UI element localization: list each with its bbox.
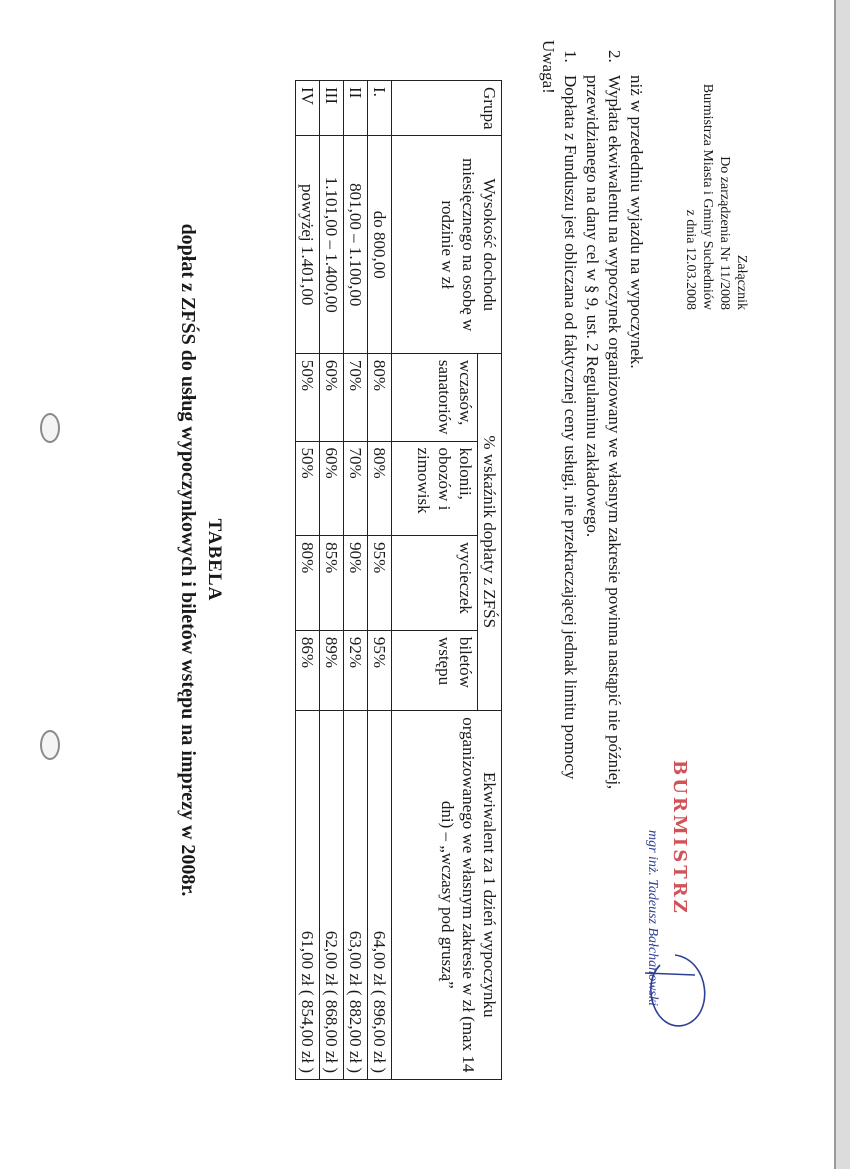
cell-grupa: II bbox=[344, 81, 368, 136]
note-2-num: 2. bbox=[605, 50, 624, 63]
cell-grupa: III bbox=[320, 81, 344, 136]
document-title: TABELA bbox=[204, 518, 225, 602]
cell-income: 801,00 – 1.100,00 bbox=[344, 136, 368, 353]
cell-biletow: 95% bbox=[368, 630, 392, 710]
header-wycieczek: wycieczek bbox=[392, 536, 478, 631]
document-subtitle: dopłat z ZFŚS do usług wypoczynkowych i biletów wstępu na imprezy w 2008r. bbox=[177, 223, 199, 897]
cell-kolonii: 60% bbox=[320, 441, 344, 536]
cell-wczasow: 70% bbox=[344, 353, 368, 441]
notes-heading-text: Uwaga! bbox=[539, 40, 558, 94]
cell-equivalent: 64,00 zł ( 896,00 zł ) bbox=[368, 710, 392, 1079]
annex-line: Załącznik bbox=[734, 254, 749, 310]
cell-biletow: 92% bbox=[344, 630, 368, 710]
cell-grupa: I. bbox=[368, 81, 392, 136]
cell-equivalent: 61,00 zł ( 854,00 zł ) bbox=[296, 710, 320, 1079]
punch-hole-bottom bbox=[40, 730, 60, 760]
header-income: Wysokość dochodu miesięcznego na osobę w rodzinie w zł bbox=[392, 136, 502, 353]
annex-line: Do zarządzenia Nr 11/2008 bbox=[717, 156, 732, 310]
cell-biletow: 89% bbox=[320, 630, 344, 710]
header-percent: % wskaźnik dopłaty z ZFŚS bbox=[478, 353, 502, 710]
cell-wczasow: 80% bbox=[368, 353, 392, 441]
header-equivalent: Ekwiwalent za 1 dzień wypoczynku organizowanego we własnym zakresie w zł (max 14 dni) – „wczasy pod gruszą” bbox=[392, 710, 502, 1079]
cell-income: do 800,00 bbox=[368, 136, 392, 353]
cell-income: 1.101,00 – 1.400,00 bbox=[320, 136, 344, 353]
cell-grupa: IV bbox=[296, 81, 320, 136]
note-1-line-2-text: przewidzianego na dany cel w § 9, ust. 2 Regulaminu zakładowego. bbox=[583, 75, 602, 538]
cell-kolonii: 70% bbox=[344, 441, 368, 536]
note-1-line-1-text: Dopłata z Funduszu jest obliczana od faktycznej ceny usługi, nie przekraczającej jednak limitu pomocy bbox=[561, 75, 580, 780]
cell-wycieczek: 85% bbox=[320, 536, 344, 631]
cell-kolonii: 50% bbox=[296, 441, 320, 536]
notes-text bbox=[355, 40, 655, 1120]
cell-wycieczek: 95% bbox=[368, 536, 392, 631]
cell-income: powyżej 1.401,00 bbox=[296, 136, 320, 353]
cell-wycieczek: 90% bbox=[344, 536, 368, 631]
cell-wczasow: 50% bbox=[296, 353, 320, 441]
annex-line: Burmistrza Miasta i Gminy Suchedniów bbox=[700, 83, 715, 310]
cell-equivalent: 63,00 zł ( 882,00 zł ) bbox=[344, 710, 368, 1079]
stamp-signatory: mgr inż. Tadeusz Bałchanowski bbox=[645, 830, 660, 1007]
header-grupa: Grupa bbox=[392, 81, 502, 136]
note-2-line-1-text: Wypłata ekwiwalentu na wypoczynek organizowany we własnym zakresie powinna nastąpić nie później, bbox=[605, 75, 624, 790]
cell-kolonii: 80% bbox=[368, 441, 392, 536]
cell-wczasow: 60% bbox=[320, 353, 344, 441]
header-wczasow: wczasów, sanatoriów bbox=[392, 353, 478, 441]
note-2-line-2-text: niż w przededniu wyjazdu na wypoczynek. bbox=[627, 75, 646, 369]
stamp-title: BURMISTRZ bbox=[669, 760, 690, 916]
cell-wycieczek: 80% bbox=[296, 536, 320, 631]
punch-hole-top bbox=[40, 413, 60, 443]
cell-biletow: 86% bbox=[296, 630, 320, 710]
header-biletow: biletów wstępu bbox=[392, 630, 478, 710]
cell-equivalent: 62,00 zł ( 868,00 zł ) bbox=[320, 710, 344, 1079]
annex-line: z dnia 12.03.2008 bbox=[683, 209, 698, 310]
header-kolonii: kolonii, obozów i zimowisk bbox=[392, 441, 478, 536]
note-1-num: 1. bbox=[561, 50, 580, 63]
page-edge-shadow bbox=[836, 0, 850, 1169]
